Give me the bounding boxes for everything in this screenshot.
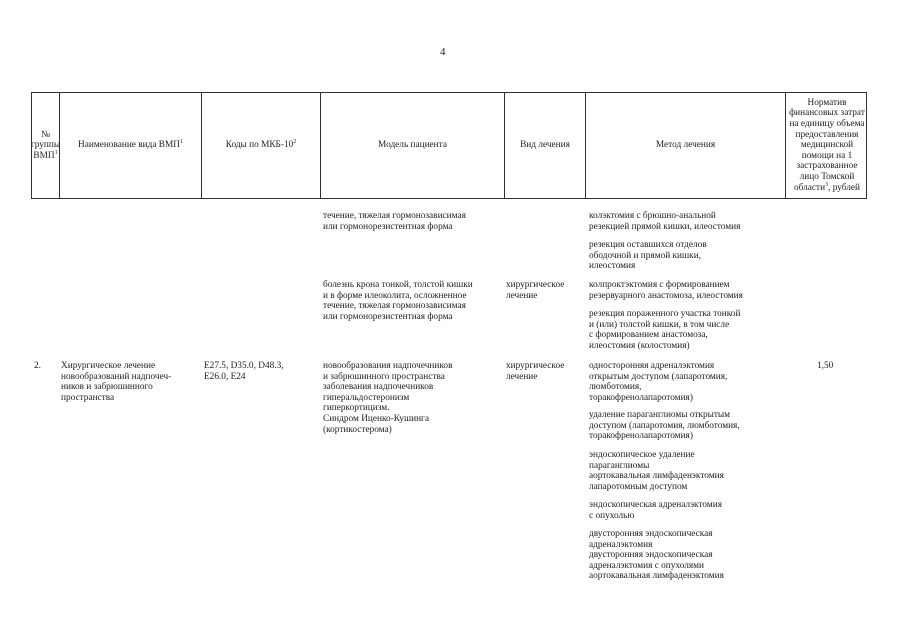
treatment-type-crohn: хирургическое лечение (506, 280, 565, 301)
group-2-patient-model: новообразования надпочечников и забрюшинного пространства заболевания надпочечников гиперальдостеронизм гиперкортицизм. Синдром Иценко-Кушинга (кортикостерома) (323, 361, 453, 435)
method-endoscopic-adrenalectomy: эндоскопическая адреналэктомия с опухолью (589, 500, 722, 521)
method-colectomy: колэктомия с брюшно-анальной резекцией прямой кишки, илеостомия (589, 211, 741, 232)
group-2-number: 2. (34, 361, 41, 371)
method-unilateral-adrenalectomy: односторонняя адреналэктомия открытым доступом (лапаротомия, люмботомия, торакофренолапаротомия) (589, 361, 728, 403)
group-2-icd-codes: E27.5, D35.0, D48.3, E26.0, E24 (204, 361, 284, 382)
header-method: Метод лечения (586, 93, 786, 198)
page-number: 4 (440, 46, 446, 58)
header-icd-codes: Коды по МКБ-$10^2$ (202, 93, 321, 198)
method-resection-remaining: резекция оставшихся отделов ободочной и прямой кишки, илеостомия (589, 240, 707, 272)
table-header (31, 92, 867, 199)
method-resection-affected: резекция пораженного участка тонкой и (или) толстой кишки, в том числе с формированием анастомоза, илеостомия (колостомия) (589, 309, 741, 351)
method-bilateral-adrenalectomy: двусторонняя эндоскопическая адреналэктомия двусторонняя эндоскопическая адреналэктомия с опухолями аортокавальная лимфаденэктомия (589, 529, 724, 582)
patient-model-crohn: болезнь крона тонкой, толстой кишки и в форме илеоколита, осложненное течение, тяжелая гормонозависимая или гормонорезистентная форма (323, 280, 473, 322)
header-vmp-name: Наименование вида ВМП$^1$ (60, 93, 202, 198)
header-treatment-type: Вид лечения (505, 93, 586, 198)
group-2-cost: 1,50 (817, 361, 834, 371)
group-2-vmp-name: Хирургическое лечение новообразований надпочеч- ников и забрюшинного пространства (61, 361, 172, 403)
method-colproctectomy: колпроктэктомия с формированием резервуарного анастомоза, илеостомия (589, 280, 743, 301)
header-group-no: № группы ВМП$^1$ (32, 93, 60, 198)
header-cost: Норматив финансовых затрат на единицу объема предоставления медицинской помощи на 1 застрахованное лицо Томской области$^3$, рублей (789, 97, 865, 193)
header-patient-model: Модель пациента (321, 93, 505, 198)
method-paraganglioma-open: удаление параганглиомы открытым доступом (лапаротомия, люмботомия, торакофренолапаротомия) (589, 410, 740, 442)
method-paraganglioma-endoscopic: эндоскопическое удаление параганглиомы аортокавальная лимфаденэктомия лапаротомным доступом (589, 450, 724, 492)
group-2-treatment-type: хирургическое лечение (506, 361, 565, 382)
patient-model-ulcerative-colitis-cont: течение, тяжелая гормонозависимая или гормонорезистентная форма (323, 211, 466, 232)
